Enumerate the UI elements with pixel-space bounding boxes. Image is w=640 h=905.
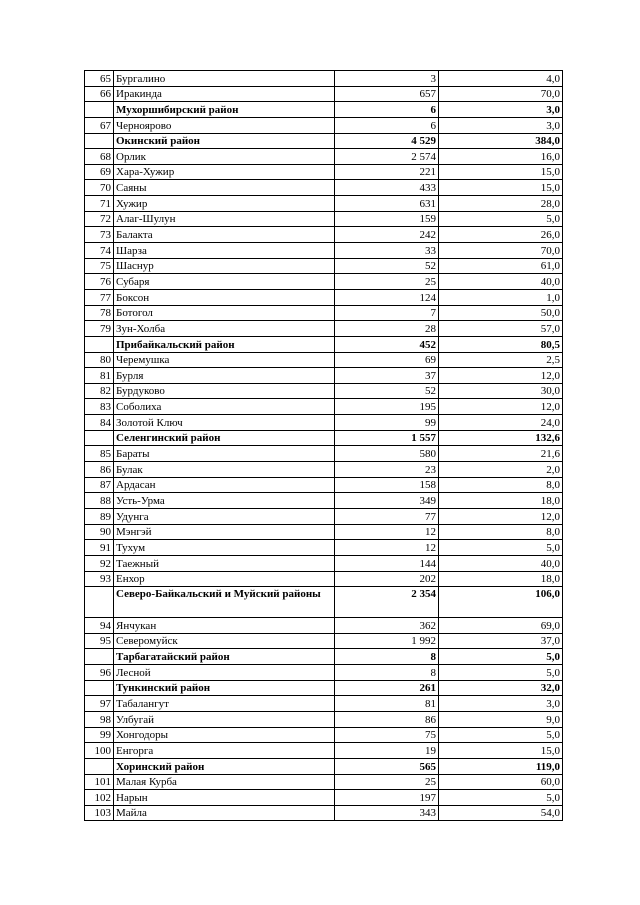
value-cell: 8,0	[439, 524, 563, 540]
settlement-table	[84, 70, 563, 821]
table-row	[85, 305, 563, 321]
table-row	[85, 164, 563, 180]
row-number: 91	[85, 540, 114, 556]
value-cell: 50,0	[439, 305, 563, 321]
district-name: Окинский район	[114, 133, 335, 149]
count-cell: 37	[335, 368, 439, 384]
count-cell: 7	[335, 305, 439, 321]
table-row	[85, 524, 563, 540]
table-row	[85, 352, 563, 368]
row-number: 65	[85, 71, 114, 87]
value-cell: 70,0	[439, 86, 563, 102]
value-cell: 3,0	[439, 117, 563, 133]
count-cell: 75	[335, 727, 439, 743]
value-cell: 24,0	[439, 415, 563, 431]
row-number	[85, 587, 114, 618]
value-cell: 40,0	[439, 555, 563, 571]
settlement-name: Таежный	[114, 555, 335, 571]
value-cell: 5,0	[439, 649, 563, 665]
table-row	[85, 321, 563, 337]
count-cell: 86	[335, 711, 439, 727]
count-cell: 195	[335, 399, 439, 415]
table-row	[85, 555, 563, 571]
row-number: 99	[85, 727, 114, 743]
table-row	[85, 86, 563, 102]
row-number: 83	[85, 399, 114, 415]
count-cell: 52	[335, 258, 439, 274]
district-name: Селенгинский район	[114, 430, 335, 446]
settlement-name: Золотой Ключ	[114, 415, 335, 431]
value-cell: 37,0	[439, 633, 563, 649]
settlement-name: Боксон	[114, 289, 335, 305]
value-cell: 54,0	[439, 805, 563, 821]
district-row	[85, 758, 563, 774]
row-number	[85, 758, 114, 774]
value-cell: 57,0	[439, 321, 563, 337]
row-number: 92	[85, 555, 114, 571]
table-row	[85, 243, 563, 259]
count-cell: 52	[335, 383, 439, 399]
settlement-name: Северомуйск	[114, 633, 335, 649]
settlement-name: Балакта	[114, 227, 335, 243]
row-number: 66	[85, 86, 114, 102]
count-cell: 159	[335, 211, 439, 227]
count-cell: 362	[335, 618, 439, 634]
value-cell: 70,0	[439, 243, 563, 259]
table-row	[85, 368, 563, 384]
value-cell: 18,0	[439, 493, 563, 509]
table-row	[85, 774, 563, 790]
value-cell: 4,0	[439, 71, 563, 87]
settlement-name: Орлик	[114, 149, 335, 165]
count-cell: 81	[335, 696, 439, 712]
value-cell: 2,0	[439, 462, 563, 478]
table-row	[85, 446, 563, 462]
value-cell: 15,0	[439, 743, 563, 759]
table-row	[85, 149, 563, 165]
value-cell: 5,0	[439, 790, 563, 806]
value-cell: 8,0	[439, 477, 563, 493]
row-number: 81	[85, 368, 114, 384]
value-cell: 5,0	[439, 665, 563, 681]
count-cell: 580	[335, 446, 439, 462]
row-number: 72	[85, 211, 114, 227]
settlement-name: Тухум	[114, 540, 335, 556]
settlement-name: Янчукан	[114, 618, 335, 634]
count-cell: 657	[335, 86, 439, 102]
row-number: 95	[85, 633, 114, 649]
settlement-name: Удунга	[114, 508, 335, 524]
value-cell: 2,5	[439, 352, 563, 368]
row-number: 102	[85, 790, 114, 806]
value-cell: 12,0	[439, 368, 563, 384]
count-cell: 242	[335, 227, 439, 243]
row-number	[85, 336, 114, 352]
row-number: 74	[85, 243, 114, 259]
count-cell: 12	[335, 524, 439, 540]
row-number: 100	[85, 743, 114, 759]
settlement-name: Булак	[114, 462, 335, 478]
table-row	[85, 727, 563, 743]
row-number: 77	[85, 289, 114, 305]
row-number: 78	[85, 305, 114, 321]
count-cell: 99	[335, 415, 439, 431]
settlement-name: Черемушка	[114, 352, 335, 368]
value-cell: 26,0	[439, 227, 563, 243]
settlement-name: Саяны	[114, 180, 335, 196]
settlement-name: Хонгодоры	[114, 727, 335, 743]
count-cell: 25	[335, 774, 439, 790]
row-number: 84	[85, 415, 114, 431]
settlement-name: Енгорга	[114, 743, 335, 759]
table-row	[85, 508, 563, 524]
district-name: Мухоршибирский район	[114, 102, 335, 118]
count-cell: 12	[335, 540, 439, 556]
table-row	[85, 743, 563, 759]
count-cell: 631	[335, 196, 439, 212]
district-name: Хоринский район	[114, 758, 335, 774]
settlement-name: Хара-Хужир	[114, 164, 335, 180]
count-cell: 261	[335, 680, 439, 696]
settlement-name: Иракинда	[114, 86, 335, 102]
settlement-name: Черноярово	[114, 117, 335, 133]
value-cell: 5,0	[439, 211, 563, 227]
row-number: 96	[85, 665, 114, 681]
table-row	[85, 274, 563, 290]
table-row	[85, 258, 563, 274]
table-row	[85, 196, 563, 212]
row-number: 89	[85, 508, 114, 524]
value-cell: 15,0	[439, 164, 563, 180]
count-cell: 158	[335, 477, 439, 493]
count-cell: 23	[335, 462, 439, 478]
row-number: 86	[85, 462, 114, 478]
row-number	[85, 680, 114, 696]
settlement-name: Мэнгэй	[114, 524, 335, 540]
district-row	[85, 680, 563, 696]
row-number: 87	[85, 477, 114, 493]
table-row	[85, 399, 563, 415]
count-cell: 3	[335, 71, 439, 87]
value-cell: 12,0	[439, 399, 563, 415]
count-cell: 2 574	[335, 149, 439, 165]
table-row	[85, 477, 563, 493]
count-cell: 33	[335, 243, 439, 259]
value-cell: 21,6	[439, 446, 563, 462]
settlement-name: Алаг-Шулун	[114, 211, 335, 227]
count-cell: 69	[335, 352, 439, 368]
settlement-name: Хужир	[114, 196, 335, 212]
value-cell: 3,0	[439, 102, 563, 118]
value-cell: 5,0	[439, 727, 563, 743]
settlement-name: Ботогол	[114, 305, 335, 321]
district-row	[85, 336, 563, 352]
table-row	[85, 383, 563, 399]
table-row	[85, 805, 563, 821]
row-number: 82	[85, 383, 114, 399]
row-number: 76	[85, 274, 114, 290]
district-row	[85, 102, 563, 118]
settlement-name: Бурдуково	[114, 383, 335, 399]
count-cell: 452	[335, 336, 439, 352]
settlement-name: Табалангут	[114, 696, 335, 712]
settlement-name: Енхор	[114, 571, 335, 587]
table-row	[85, 71, 563, 87]
row-number: 90	[85, 524, 114, 540]
district-name: Прибайкальский район	[114, 336, 335, 352]
row-number	[85, 430, 114, 446]
settlement-name: Шаснур	[114, 258, 335, 274]
row-number: 80	[85, 352, 114, 368]
settlement-name: Ардасан	[114, 477, 335, 493]
row-number: 69	[85, 164, 114, 180]
row-number: 70	[85, 180, 114, 196]
value-cell: 5,0	[439, 540, 563, 556]
row-number: 88	[85, 493, 114, 509]
count-cell: 19	[335, 743, 439, 759]
row-number: 67	[85, 117, 114, 133]
value-cell: 30,0	[439, 383, 563, 399]
value-cell: 80,5	[439, 336, 563, 352]
row-number: 79	[85, 321, 114, 337]
table-row	[85, 633, 563, 649]
settlement-name: Бурля	[114, 368, 335, 384]
count-cell: 565	[335, 758, 439, 774]
row-number: 73	[85, 227, 114, 243]
count-cell: 433	[335, 180, 439, 196]
row-number	[85, 649, 114, 665]
count-cell: 8	[335, 649, 439, 665]
table-row	[85, 211, 563, 227]
value-cell: 60,0	[439, 774, 563, 790]
count-cell: 124	[335, 289, 439, 305]
row-number: 75	[85, 258, 114, 274]
settlement-name: Майла	[114, 805, 335, 821]
row-number: 85	[85, 446, 114, 462]
row-number: 98	[85, 711, 114, 727]
table-row	[85, 493, 563, 509]
settlement-name: Бургалино	[114, 71, 335, 87]
value-cell: 119,0	[439, 758, 563, 774]
table-row	[85, 462, 563, 478]
row-number	[85, 102, 114, 118]
value-cell: 3,0	[439, 696, 563, 712]
row-number: 71	[85, 196, 114, 212]
district-row	[85, 133, 563, 149]
count-cell: 6	[335, 102, 439, 118]
table-row	[85, 571, 563, 587]
row-number: 103	[85, 805, 114, 821]
count-cell: 349	[335, 493, 439, 509]
table-body	[85, 71, 563, 821]
row-number: 68	[85, 149, 114, 165]
value-cell: 32,0	[439, 680, 563, 696]
table-row	[85, 790, 563, 806]
settlement-name: Улбугай	[114, 711, 335, 727]
settlement-name: Усть-Урма	[114, 493, 335, 509]
row-number: 101	[85, 774, 114, 790]
count-cell: 6	[335, 117, 439, 133]
table-row	[85, 227, 563, 243]
value-cell: 16,0	[439, 149, 563, 165]
table-row	[85, 289, 563, 305]
table-row	[85, 540, 563, 556]
table-row	[85, 415, 563, 431]
district-name: Тарбагатайский район	[114, 649, 335, 665]
count-cell: 1 992	[335, 633, 439, 649]
value-cell: 132,6	[439, 430, 563, 446]
table-row	[85, 618, 563, 634]
settlement-name: Субаря	[114, 274, 335, 290]
district-name: Северо-Байкальский и Муйский районы	[114, 587, 335, 618]
district-row	[85, 587, 563, 618]
value-cell: 40,0	[439, 274, 563, 290]
row-number: 97	[85, 696, 114, 712]
value-cell: 1,0	[439, 289, 563, 305]
value-cell: 15,0	[439, 180, 563, 196]
settlement-name: Бараты	[114, 446, 335, 462]
table-row	[85, 180, 563, 196]
count-cell: 343	[335, 805, 439, 821]
count-cell: 144	[335, 555, 439, 571]
count-cell: 1 557	[335, 430, 439, 446]
count-cell: 77	[335, 508, 439, 524]
table-row	[85, 117, 563, 133]
count-cell: 4 529	[335, 133, 439, 149]
value-cell: 384,0	[439, 133, 563, 149]
settlement-name: Нарын	[114, 790, 335, 806]
table-row	[85, 696, 563, 712]
count-cell: 8	[335, 665, 439, 681]
count-cell: 197	[335, 790, 439, 806]
count-cell: 25	[335, 274, 439, 290]
table-row	[85, 665, 563, 681]
district-name: Тункинский район	[114, 680, 335, 696]
value-cell: 9,0	[439, 711, 563, 727]
table-row	[85, 711, 563, 727]
district-row	[85, 649, 563, 665]
settlement-name: Лесной	[114, 665, 335, 681]
value-cell: 106,0	[439, 587, 563, 618]
settlement-name: Малая Курба	[114, 774, 335, 790]
count-cell: 221	[335, 164, 439, 180]
count-cell: 28	[335, 321, 439, 337]
value-cell: 61,0	[439, 258, 563, 274]
value-cell: 28,0	[439, 196, 563, 212]
settlement-name: Зун-Холба	[114, 321, 335, 337]
count-cell: 2 354	[335, 587, 439, 618]
settlement-name: Шарза	[114, 243, 335, 259]
value-cell: 18,0	[439, 571, 563, 587]
count-cell: 202	[335, 571, 439, 587]
value-cell: 69,0	[439, 618, 563, 634]
value-cell: 12,0	[439, 508, 563, 524]
settlement-name: Соболиха	[114, 399, 335, 415]
district-row	[85, 430, 563, 446]
row-number: 93	[85, 571, 114, 587]
row-number	[85, 133, 114, 149]
row-number: 94	[85, 618, 114, 634]
